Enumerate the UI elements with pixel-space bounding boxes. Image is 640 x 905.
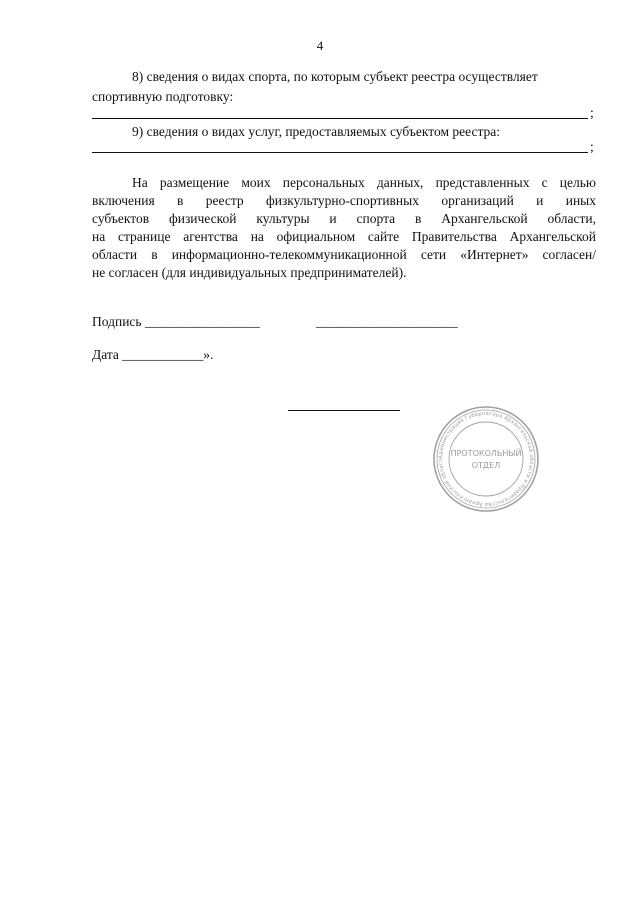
consent-line-2: включения в реестр физкультурно-спортивных организаций и иных [92, 193, 596, 208]
date-row [92, 346, 213, 364]
stamp-center-line1: ПРОТОКОЛЬНЫЙ [450, 449, 522, 458]
official-stamp [432, 405, 540, 513]
consent-line-6: не согласен (для индивидуальных предпринимателей). [92, 265, 407, 280]
consent-line-5: области в информационно-телекоммуникационной сети «Интернет» согласен/ [92, 247, 596, 262]
item8-terminator: ; [590, 105, 594, 120]
stamp-center-line2: ОТДЕЛ [471, 461, 501, 470]
date-suffix: ». [203, 347, 214, 362]
date-blank: ____________ [122, 347, 204, 362]
stamp-outer-text: Администрация Губернатора Архангельской области и Правительства Архангельской област [437, 410, 535, 508]
item8-line1: 8) сведения о видах спорта, по которым субъект реестра осуществляет [132, 69, 538, 84]
signature-label: Подпись [92, 314, 142, 329]
item9-answer-line [92, 152, 588, 153]
item9-terminator: ; [590, 139, 594, 154]
item8-answer-line [92, 118, 588, 119]
date-label: Дата [92, 347, 119, 362]
signature-row [92, 313, 260, 331]
consent-line-3: субъектов физической культуры и спорта в Архангельской области, [92, 211, 596, 226]
end-separator-line [288, 410, 400, 411]
signature-name-blank: _____________________ [316, 314, 458, 329]
page-number: 4 [316, 38, 324, 53]
consent-line-4: на странице агентства на официальном сайте Правительства Архангельской [92, 229, 596, 244]
item8-line2: спортивную подготовку: [92, 89, 234, 104]
consent-line-1: На размещение моих персональных данных, представленных с целью [132, 175, 596, 190]
signature-blank: _________________ [144, 314, 260, 329]
item9-line1: 9) сведения о видах услуг, предоставляемых субъектом реестра: [132, 124, 501, 139]
